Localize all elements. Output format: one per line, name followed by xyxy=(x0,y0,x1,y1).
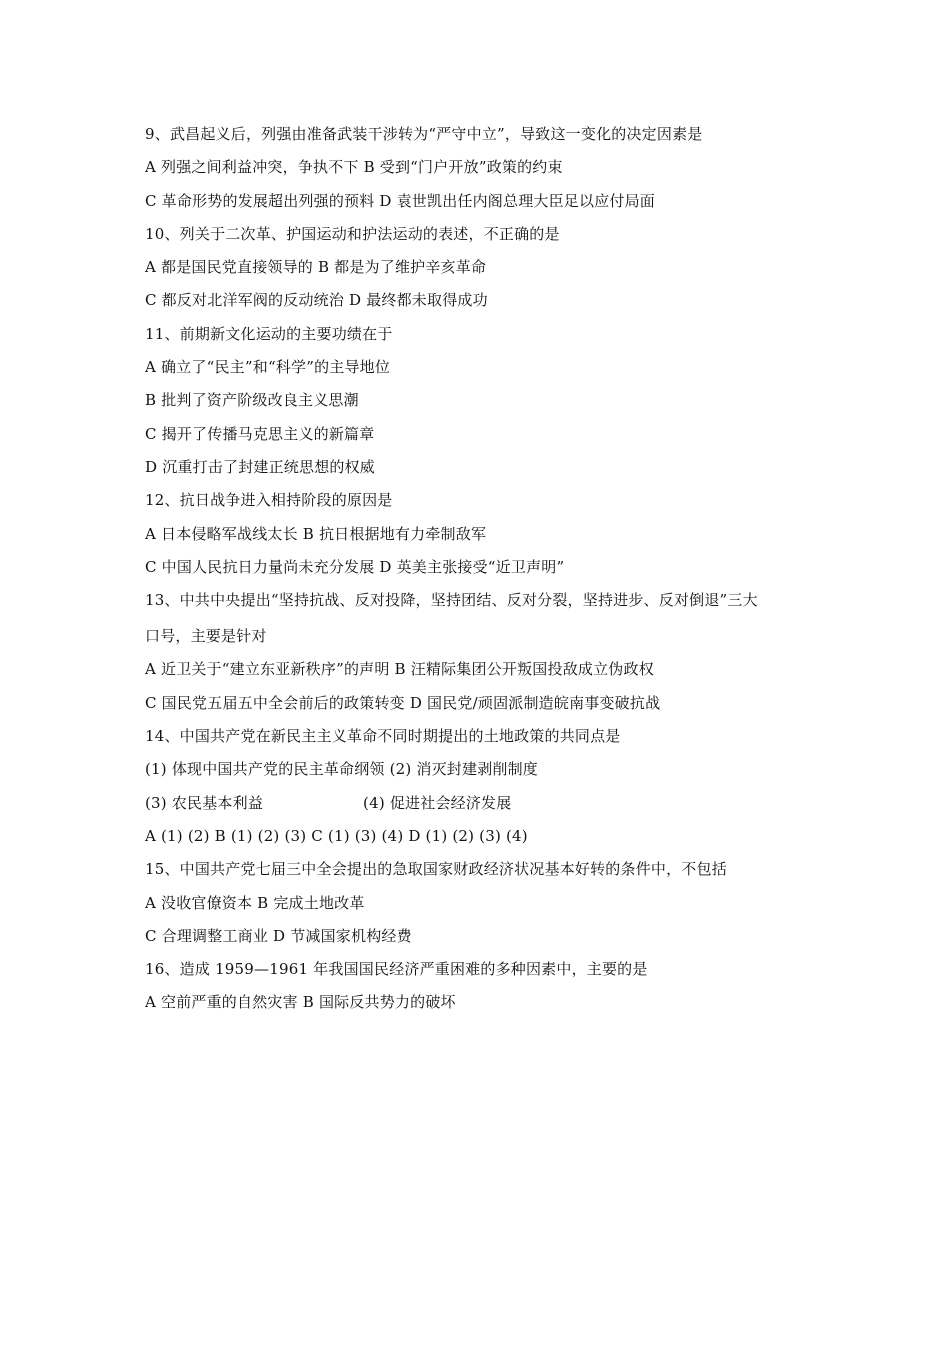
question-15-stem: 15、中国共产党七届三中全会提出的急取国家财政经济状况基本好转的条件中，不包括 xyxy=(145,860,727,879)
question-9-options-ab: A 列强之间利益冲突，争执不下 B 受到“门户开放”政策的约束 xyxy=(145,158,563,177)
question-9-options-cd: C 革命形势的发展超出列强的预料 D 袁世凯出任内阁总理大臣足以应付局面 xyxy=(145,191,656,210)
question-13-stem: 13、中共中央提出“坚持抗战、反对投降，坚持团结、反对分裂，坚持进步、反对倒退”三大 xyxy=(145,591,758,610)
question-14-stem: 14、中国共产党在新民主主义革命不同时期提出的土地政策的共同点是 xyxy=(145,727,621,746)
question-10-options-ab: A 都是国民党直接领导的 B 都是为了维护辛亥革命 xyxy=(145,258,487,277)
question-12-stem: 12、抗日战争进入相持阶段的原因是 xyxy=(145,491,393,510)
question-16-options-ab: A 空前严重的自然灾害 B 国际反共势力的破坏 xyxy=(145,993,456,1012)
question-11-option-a: A 确立了“民主”和“科学”的主导地位 xyxy=(145,358,391,377)
question-15-options-ab: A 没收官僚资本 B 完成土地改革 xyxy=(145,893,365,912)
question-list xyxy=(145,124,835,1026)
question-12-options-cd: C 中国人民抗日力量尚未充分发展 D 英美主张接受“近卫声明” xyxy=(145,557,565,576)
question-9-stem: 9、武昌起义后，列强由准备武装干涉转为“严守中立”，导致这一变化的决定因素是 xyxy=(145,125,703,143)
question-11-option-d: D 沉重打击了封建正统思想的权威 xyxy=(145,457,375,476)
question-12-options-ab: A 日本侵略军战线太长 B 抗日根据地有力牵制敌军 xyxy=(145,524,487,543)
question-14-items-1-2: (1) 体现中国共产党的民主革命纲领 (2) 消灭封建剥削制度 xyxy=(145,760,539,779)
question-11-option-c: C 揭开了传播马克思主义的新篇章 xyxy=(145,424,375,443)
question-15-options-cd: C 合理调整工商业 D 节减国家机构经费 xyxy=(145,926,412,945)
question-11-stem: 11、前期新文化运动的主要功绩在于 xyxy=(145,324,393,343)
question-14-item-4: (4) 促进社会经济发展 xyxy=(363,793,512,812)
question-11-option-b: B 批判了资产阶级改良主义思潮 xyxy=(145,391,359,410)
question-14-items-3-4 xyxy=(145,793,835,813)
question-13-stem-continued: 口号，主要是针对 xyxy=(145,627,267,646)
question-16-stem: 16、造成 1959—1961 年我国国民经济严重困难的多种因素中，主要的是 xyxy=(145,960,648,979)
question-13-options-cd: C 国民党五届五中全会前后的政策转变 D 国民党/顽固派制造皖南事变破抗战 xyxy=(145,693,661,712)
question-10-options-cd: C 都反对北洋军阀的反动统治 D 最终都未取得成功 xyxy=(145,291,488,310)
question-14-options: A (1) (2) B (1) (2) (3) C (1) (3) (4) D (1) (2) (3) (4) xyxy=(145,826,528,845)
question-10-stem: 10、列关于二次革、护国运动和护法运动的表述，不正确的是 xyxy=(145,224,560,243)
question-14-item-3: (3) 农民基本利益 xyxy=(145,793,264,812)
question-13-options-ab: A 近卫关于“建立东亚新秩序”的声明 B 汪精际集团公开叛国投敌成立伪政权 xyxy=(145,660,654,679)
